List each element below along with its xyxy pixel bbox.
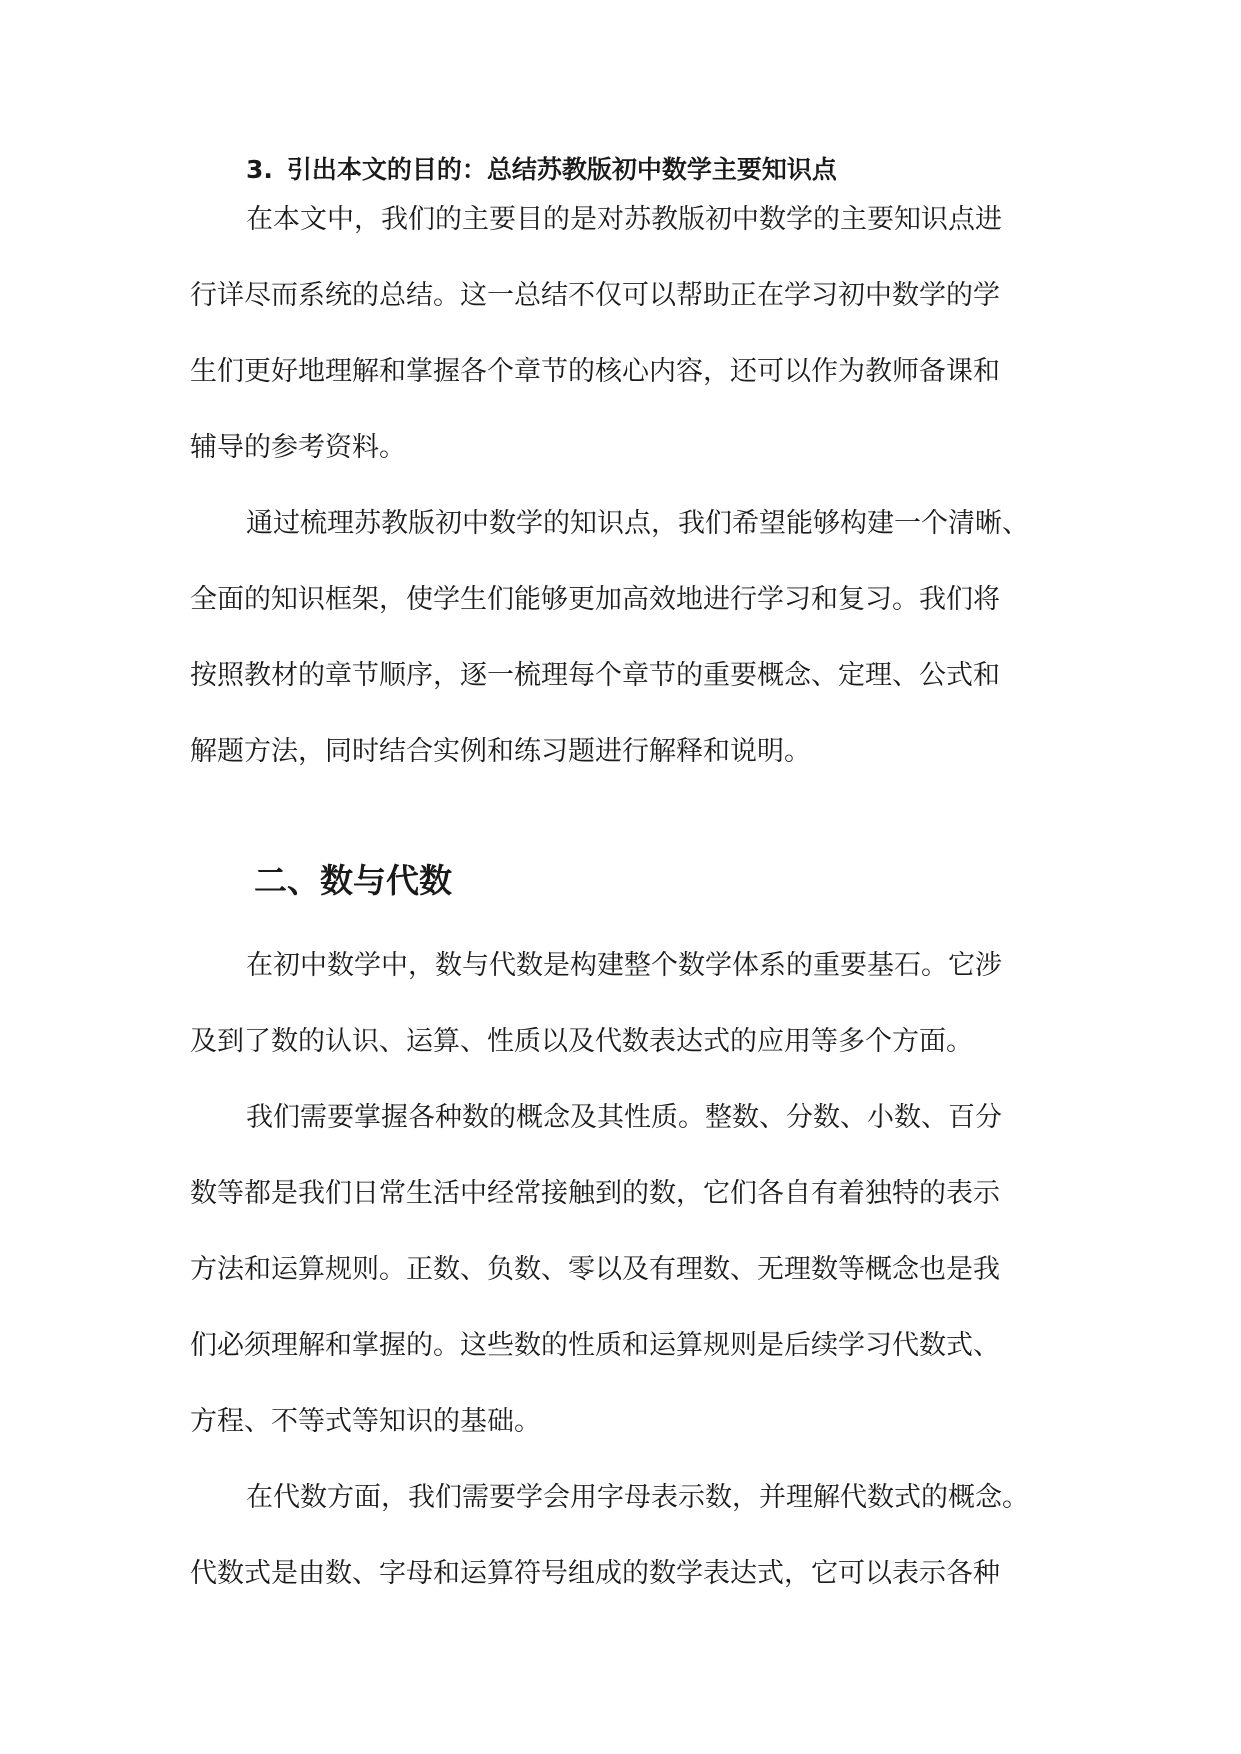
paragraph-intro-algebra	[190, 928, 1058, 1080]
paragraph-line: 在本文中，我们的主要目的是对苏教版初中数学的主要知识点进	[246, 204, 1002, 235]
paragraph-line: 及到了数的认识、运算、性质以及代数表达式的应用等多个方面。	[190, 1026, 973, 1057]
paragraph-line: 行详尽而系统的总结。这一总结不仅可以帮助正在学习初中数学的学	[190, 280, 1000, 311]
paragraph-line: 解题方法，同时结合实例和练习题进行解释和说明。	[190, 736, 811, 767]
paragraph-number-concepts	[190, 1080, 1058, 1460]
paragraph-purpose	[190, 182, 1058, 486]
paragraph-framework	[190, 486, 1058, 790]
paragraph-line: 们必须理解和掌握的。这些数的性质和运算规则是后续学习代数式、	[190, 1330, 1000, 1361]
subsection-number: 3.	[246, 155, 273, 184]
paragraph-line: 按照教材的章节顺序，逐一梳理每个章节的重要概念、定理、公式和	[190, 660, 1000, 691]
paragraph-line: 代数式是由数、字母和运算符号组成的数学表达式，它可以表示各种	[190, 1558, 1000, 1589]
paragraph-line: 方程、不等式等知识的基础。	[190, 1406, 541, 1437]
paragraph-line: 全面的知识框架，使学生们能够更加高效地进行学习和复习。我们将	[190, 584, 1000, 615]
paragraph-line: 我们需要掌握各种数的概念及其性质。整数、分数、小数、百分	[246, 1102, 1002, 1133]
paragraph-line: 在初中数学中，数与代数是构建整个数学体系的重要基石。它涉	[246, 950, 1002, 981]
paragraph-line: 生们更好地理解和掌握各个章节的核心内容，还可以作为教师备课和	[190, 356, 1000, 387]
paragraph-line: 辅导的参考资料。	[190, 432, 406, 463]
subsection-title-text: 引出本文的目的：总结苏教版初中数学主要知识点	[286, 155, 837, 184]
paragraph-line: 数等都是我们日常生活中经常接触到的数，它们各自有着独特的表示	[190, 1178, 1000, 1209]
paragraph-algebra-expressions	[190, 1460, 1058, 1612]
paragraph-line: 在代数方面，我们需要学会用字母表示数，并理解代数式的概念。	[246, 1482, 1029, 1513]
paragraph-line: 通过梳理苏教版初中数学的知识点，我们希望能够构建一个清晰、	[246, 508, 1029, 539]
paragraph-line: 方法和运算规则。正数、负数、零以及有理数、无理数等概念也是我	[190, 1254, 1000, 1285]
section-heading: 二、数与代数	[254, 861, 452, 900]
